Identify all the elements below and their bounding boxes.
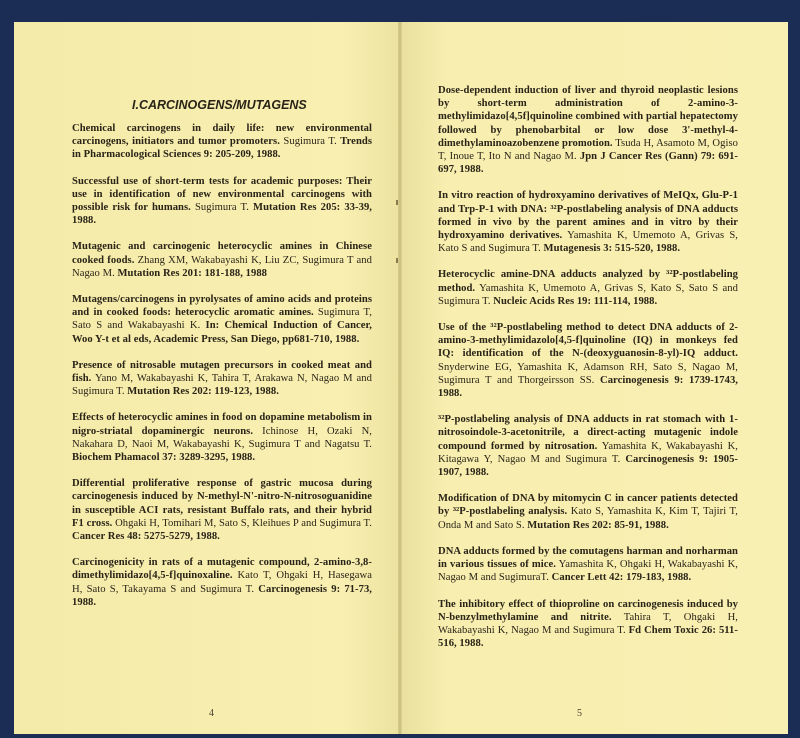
binding-staple-mark [396,200,398,205]
citation-title: In vitro reaction of hydroxyamino derivatives of MeIQx, Glu-P-1 and Trp-P-1 with DNA: ³²P-postlabeling analysis of DNA adducts formed in vivo by the parent amines and in vitro by their hydroxyamino derivatives. [438,190,738,242]
citation-journal: Fd Chem Toxic 26: 511-516, 1988. [438,624,738,650]
citation-title: Successful use of short-term tests for academic purposes: Their use in identification of new environmental carcinogens with possible risk for humans. [72,175,372,214]
citation-entry [72,240,372,280]
citation-journal: Trends in Pharmacological Sciences 9: 205-209, 1988. [72,136,372,161]
citation-authors: Tsuda H, Asamoto M, Ogiso T, Inoue T, Ito N and Nagao M. [438,137,738,163]
citation-authors: Yamashita K, Wakabayashi K, Kitagawa Y, Nagao M and Sugimura T. [438,440,739,465]
book-spine [398,22,402,734]
citation-title: Effects of heterocyclic amines in food on dopamine metabolism in nigro-striatal dopaminergic neurons. [72,412,372,437]
citation-entry [438,189,738,255]
citation-title: Mutagens/carcinogens in pyrolysates of amino acids and proteins and in cooked foods: heterocyclic aromatic amines. [72,294,372,319]
citation-journal: Cancer Lett 42: 179-183, 1988. [551,572,692,584]
citation-authors: Ichinose H, Ozaki N, Nakahara D, Naoi M, Wakabayashi K, Sugimura T and Nagatsu T. [72,425,372,450]
citation-journal: Cancer Res 48: 5275-5279, 1988. [72,531,220,543]
citation-entry [438,413,738,479]
citation-authors: Zhang XM, Wakabayashi K, Liu ZC, Sugimura T and Nagao M. [72,254,372,279]
citation-title: Presence of nitrosable mutagen precursors in cooked meat and fish. [72,359,372,385]
page-number: 4 [209,708,214,719]
citation-title: Heterocyclic amine-DNA adducts analyzed by ³²P-postlabeling method. [438,269,738,294]
citation-title: Chemical carcinogens in daily life: new environmental carcinogens, initiators and tumor promoters. [72,123,372,148]
citation-journal: In: Chemical Induction of Cancer, Woo Y-t et al eds, Academic Press, San Diego, pp681-710, 1988. [72,320,372,345]
citation-authors: Sugimura T. [194,202,249,214]
citation-entry [438,545,738,585]
citation-entry [72,359,372,399]
citation-title: ³²P-postlabeling analysis of DNA adducts in rat stomach with 1-nitrosoindole-3-acetonitrile, a direct-acting mutagenic indole compound formed by nitrosation. [438,414,738,452]
citation-title: Use of the ³²P-postlabeling method to detect DNA adducts of 2-amino-3-methylimidazolo[4,5-f]quinoline (IQ) in monkeys fed IQ: identification of the N-(deoxyguanosin-8-yl)-IQ adduct. [438,322,738,360]
citation-entry [72,122,372,162]
citation-authors: Ohgaki H, Tomihari M, Sato S, Kleihues P and Sugimura T. [115,517,372,529]
citation-entry [72,477,372,543]
citation-authors: Sugimura T. [283,136,337,148]
citation-journal: Mutation Res 202: 119-123, 1988. [127,386,279,398]
citation-entry [72,175,372,228]
citation-entry [72,411,372,464]
citation-title: Dose-dependent induction of liver and thyroid neoplastic lesions by short-term administration of 2-amino-3-methylimidazo[4,5f]quinoline combined with partial hepatectomy followed by phenobarbital or low dose 3'-methyl-4-dimethylaminoazobenzene promotion. [438,85,738,149]
citation-journal: Mutation Res 202: 85-91, 1988. [527,519,669,531]
right-entry-list [438,84,738,663]
citation-journal: Carcinogenesis 9: 1905-1907, 1988. [438,453,738,479]
binding-staple-mark [396,258,398,263]
citation-journal: Mutation Res 205: 33-39, 1988. [72,202,373,227]
citation-title: DNA adducts formed by the comutagens harman and norharman in various tissues of mice. [438,545,738,571]
citation-authors: Yamashita K, Ohgaki H, Wakabayashi K, Nagao M and SugimuraT. [438,559,739,584]
citation-entry [438,598,738,651]
citation-journal: Biochem Phamacol 37: 3289-3295, 1988. [72,452,256,464]
citation-title: Modification of DNA by mitomycin C in cancer patients detected by ³²P-postlabeling analysis. [438,493,738,518]
citation-title: Carcinogenicity in rats of a mutagenic compound, 2-amino-3,8-dimethylimidazo[4,5-f]quinoxaline. [72,557,372,582]
citation-authors: Kato S, Yamashita K, Kim T, Tajiri T, Onda M and Sato S. [438,506,738,531]
citation-journal: Mutagenesis 3: 515-520, 1988. [543,243,681,255]
citation-title: The inhibitory effect of thioproline on carcinogenesis induced by N-benzylmethylamine and nitrite. [438,598,738,623]
citation-authors: Sugimura T, Sato S and Wakabayashi K. [72,307,372,332]
citation-entry [72,556,372,609]
citation-entry [438,268,738,308]
citation-authors: Kato T, Ohgaki H, Hasegawa H, Sato S, Takayama S and Sugimura T. [72,570,372,595]
citation-journal: Mutation Res 201: 181-188, 1988 [117,267,268,279]
citation-authors: Yamashita K, Umemoto A, Grivas S, Kato S and Sugimura T. [438,230,738,255]
citation-entry [438,84,738,176]
citation-journal: Nucleic Acids Res 19: 111-114, 1988. [493,295,658,307]
citation-entry [438,321,738,400]
right-page [400,22,788,734]
section-heading: I.CARCINOGENS/MUTAGENS [132,98,307,112]
citation-entry [72,293,372,346]
citation-authors: Yamashita K, Umemoto A, Grivas S, Kato S, Sato S and Sugimura T. [438,282,738,307]
citation-title: Mutagenic and carcinogenic heterocyclic amines in Chinese cooked foods. [72,241,372,266]
citation-authors: Tahira T, Ohgaki H, Wakabayashi K, Nagao M and Sugimura T. [438,611,738,636]
citation-journal: Carcinogenesis 9: 1739-1743, 1988. [438,374,738,400]
citation-authors: Snyderwine EG, Yamashita K, Adamson RH, Sato S, Nagao M, Sugimura T and Thorgeirsson SS. [438,361,738,386]
citation-journal: Jpn J Cancer Res (Gann) 79: 691-697, 1988. [438,151,738,176]
page-number: 5 [577,708,582,719]
citation-authors: Yano M, Wakabayashi K, Tahira T, Arakawa N, Nagao M and Sugimura T. [72,373,372,398]
left-entry-list [72,122,372,622]
citation-entry [438,492,738,532]
citation-title: Differential proliferative response of gastric mucosa during carcinogenesis induced by N-methyl-N'-nitro-N-nitrosoguanidine in susceptible ACI rats, resistant Buffalo rats, and their hybrid F1 cross. [72,478,372,529]
left-page [14,22,400,734]
citation-journal: Carcinogenesis 9: 71-73, 1988. [72,583,372,608]
